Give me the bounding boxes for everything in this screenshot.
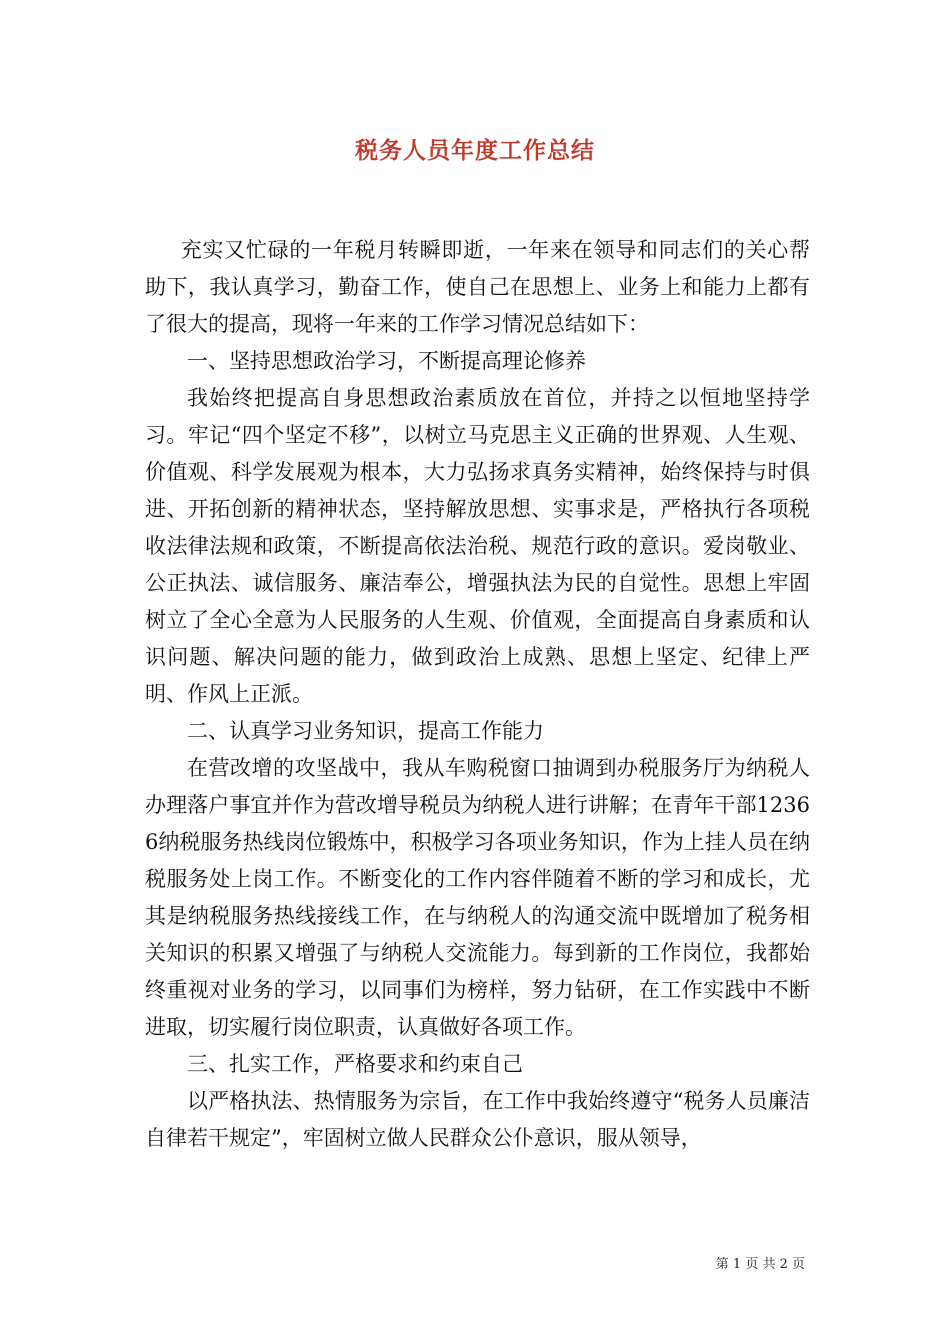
paragraph-intro: 充实又忙碌的一年税月转瞬即逝，一年来在领导和同志们的关心帮助下，我认真学习，勤奋工作，使自己在思想上、业务上和能力上都有了很大的提高，现将一年来的工作学习情况总结如下： [145,238,810,336]
section-heading-2: 二、认真学习业务知识，提高工作能力 [187,719,544,743]
paragraph-section-3: 以严格执法、热情服务为宗旨，在工作中我始终遵守“税务人员廉洁自律若干规定”，牢固树立做人民群众公仆意识，服从领导， [145,1089,810,1150]
document-title: 税务人员年度工作总结 [355,137,595,164]
section-heading-1: 一、坚持思想政治学习，不断提高理论修养 [187,349,586,373]
document-body [145,232,810,1157]
paragraph-section-1: 我始终把提高自身思想政治素质放在首位，并持之以恒地坚持学习。牢记“四个坚定不移”，以树立马克思主义正确的世界观、人生观、价值观、科学发展观为根本，大力弘扬求真务实精神，始终保持与时俱进、开拓创新的精神状态，坚持解放思想、实事求是，严格执行各项税收法律法规和政策，不断提高依法治税、规范行政的意识。爱岗敬业、公正执法、诚信服务、廉洁奉公，增强执法为民的自觉性。思想上牢固树立了全心全意为人民服务的人生观、价值观，全面提高自身素质和认识问题、解决问题的能力，做到政治上成熟、思想上坚定、纪律上严明、作风上正派。 [145,386,810,706]
paragraph-section-2: 在营改增的攻坚战中，我从车购税窗口抽调到办税服务厅为纳税人办理落户事宜并作为营改增导税员为纳税人进行讲解；在青年干部12366纳税服务热线岗位锻炼中，积极学习各项业务知识，作为上挂人员在纳税服务处上岗工作。不断变化的工作内容伴随着不断的学习和成长，尤其是纳税服务热线接线工作，在与纳税人的沟通交流中既增加了税务相关知识的积累又增强了与纳税人交流能力。每到新的工作岗位，我都始终重视对业务的学习，以同事们为榜样，努力钻研，在工作实践中不断进取，切实履行岗位职责，认真做好各项工作。 [145,756,810,1039]
page-number-footer: 第 1 页 共 2 页 [715,1257,805,1272]
section-heading-3: 三、扎实工作，严格要求和约束自己 [187,1052,523,1076]
